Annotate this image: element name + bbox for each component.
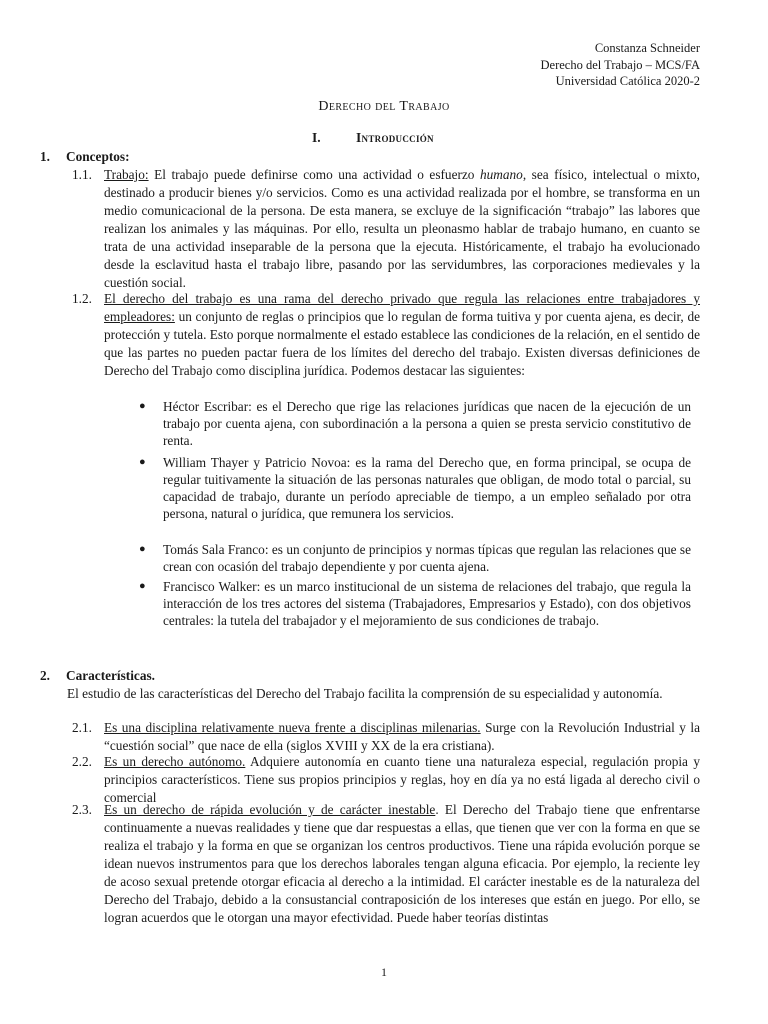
item-2-3: 2.3. Es un derecho de rápida evolución y de carácter inestable. El Derecho del Trabajo tiene que enfrentarse continuamente a nuevas realidades y tiene que dar respuestas a ellas, que tienen que ver con la forma en que se realiza el trabajo y la forma en que se organizan los centros productivos. Tiene una rápida evolución porque se idean nuevos instrumentos para que los derechos laborales tengan alguna eficacia. Por ejemplo, la reciente ley de acoso sexual pretende otorgar eficacia al derecho a la intimidad. El carácter inestable es de la naturaleza del Derecho del Trabajo, debido a la consustancial contraposición de los intereses que están en juego. Por ello, se logran acuerdos que le otorgan una mayor efectividad. Puede haber teorías distintas <box>72 802 700 925</box>
item-lead: Trabajo: <box>104 167 149 182</box>
item-lead: El derecho del trabajo es una rama del derecho privado que regula las relaciones entre trabajadores y empleadores: <box>104 291 700 324</box>
course-name: Derecho del Trabajo – MCS/FA <box>540 57 700 72</box>
item-2-2: 2.2. Es un derecho autónomo. Adquiere autonomía en cuanto tiene una naturaleza especial, regulación propia y principios característicos. Tiene sus propios principios y reglas, hoy en día ya no está ligada al derecho civil o comercial <box>72 754 700 805</box>
item-1-1: 1.1. Trabajo: El trabajo puede definirse como una actividad o esfuerzo humano, sea físico, intelectual o mixto, destinado a producir bienes y/o servicios. Como es una actividad realizada por el hombre, se transforma en un medio comunicacional de la persona. De esta manera, se excluye de la significación “trabajo” las labores que realizan los animales y las máquinas. Por ello, resulta un pleonasmo hablar de trabajo humano, en cuanto se trata de una actividad inseparable de la persona que la ejecuta. Históricamente, el trabajo ha evolucionado desde la esclavitud hasta el trabajo libre, pasando por las servidumbres, las corporaciones medievales y la cuestión social. <box>72 167 700 290</box>
document-title: Derecho del Trabajo <box>318 99 450 114</box>
item-1-2: 1.2. El derecho del trabajo es una rama del derecho privado que regula las relaciones entre trabajadores y empleadores: un conjunto de reglas o principios que lo regulan de forma tuitiva y por cuenta ajena, es decir, de protección y tutela. Esto porque normalmente el estado establece las condiciones de la relación, en el sentido de que las partes no pueden pactar fuera de los límites del derecho del trabajo. Existen diversas definiciones de Derecho del Trabajo como disciplina jurídica. Podemos destacar las siguientes: <box>72 291 700 378</box>
bullet-icon: ● <box>139 456 146 468</box>
bullet-icon: ● <box>139 580 146 592</box>
item-number: 2.3. <box>72 802 92 817</box>
bullet-icon: ● <box>139 400 146 412</box>
author-name: Constanza Schneider <box>594 41 700 55</box>
heading-caracteristicas: 2. Características. <box>40 668 155 683</box>
item-lead: Es un derecho de rápida evolución y de carácter inestable <box>104 802 436 817</box>
heading-conceptos-title: Conceptos: <box>66 149 130 164</box>
item-lead: Es un derecho autónomo. <box>104 754 246 769</box>
emphasis-humano: humano <box>479 167 523 182</box>
section-title: Introducción <box>356 130 434 145</box>
item-number: 2.1. <box>72 720 92 735</box>
item-2-1: 2.1. Es una disciplina relativamente nueva frente a disciplinas milenarias. Surge con la Revolución Industrial y la “cuestión social” que nace de ella (siglos XVIII y XX de la era cristiana). <box>72 720 700 753</box>
university-term: Universidad Católica 2020-2 <box>555 74 700 88</box>
definition-bullet: ● William Thayer y Patricio Novoa: es la rama del Derecho que, en forma principal, se ocupa de regular tuitivamente la situación de las personas naturales que obligan, de modo total o parcial, su capacidad de trabajo, durante un período apreciable de tiempo, a un empleo señalado por otra persona, natural o jurídica, que remunera los servicios. <box>139 455 691 521</box>
caracteristicas-intro: El estudio de las características del Derecho del Trabajo facilita la comprensión de su especialidad y autonomía. <box>67 686 663 701</box>
heading-caracteristicas-title: Características. <box>66 668 155 683</box>
item-number: 1.1. <box>72 167 92 182</box>
definition-bullet: ● Héctor Escribar: es el Derecho que rige las relaciones jurídicas que nacen de la ejecución de un trabajo por cuenta ajena, con subordinación a la persona a quien se presta servicio constitutivo de renta. <box>139 399 691 448</box>
bullet-icon: ● <box>139 543 146 555</box>
section-number: I. <box>312 130 321 145</box>
item-number: 1.2. <box>72 291 92 306</box>
item-lead: Es una disciplina relativamente nueva frente a disciplinas milenarias. <box>104 720 481 735</box>
heading-conceptos: 1. Conceptos: <box>40 149 130 164</box>
page-number: 1 <box>381 965 387 979</box>
document-header <box>541 40 701 90</box>
definition-bullet: ● Tomás Sala Franco: es un conjunto de principios y normas típicas que regulan las relaciones que se crean con ocasión del trabajo dependiente y por cuenta ajena. <box>139 542 691 574</box>
definition-bullet: ● Francisco Walker: es un marco institucional de un sistema de relaciones del trabajo, que regula la interacción de los tres actores del sistema (Trabajadores, Empresarios y Estado), con dos objetivos centrales: la tutela del trabajador y el mejoramiento de sus condiciones de trabajo. <box>139 579 691 628</box>
item-number: 2.2. <box>72 754 92 769</box>
